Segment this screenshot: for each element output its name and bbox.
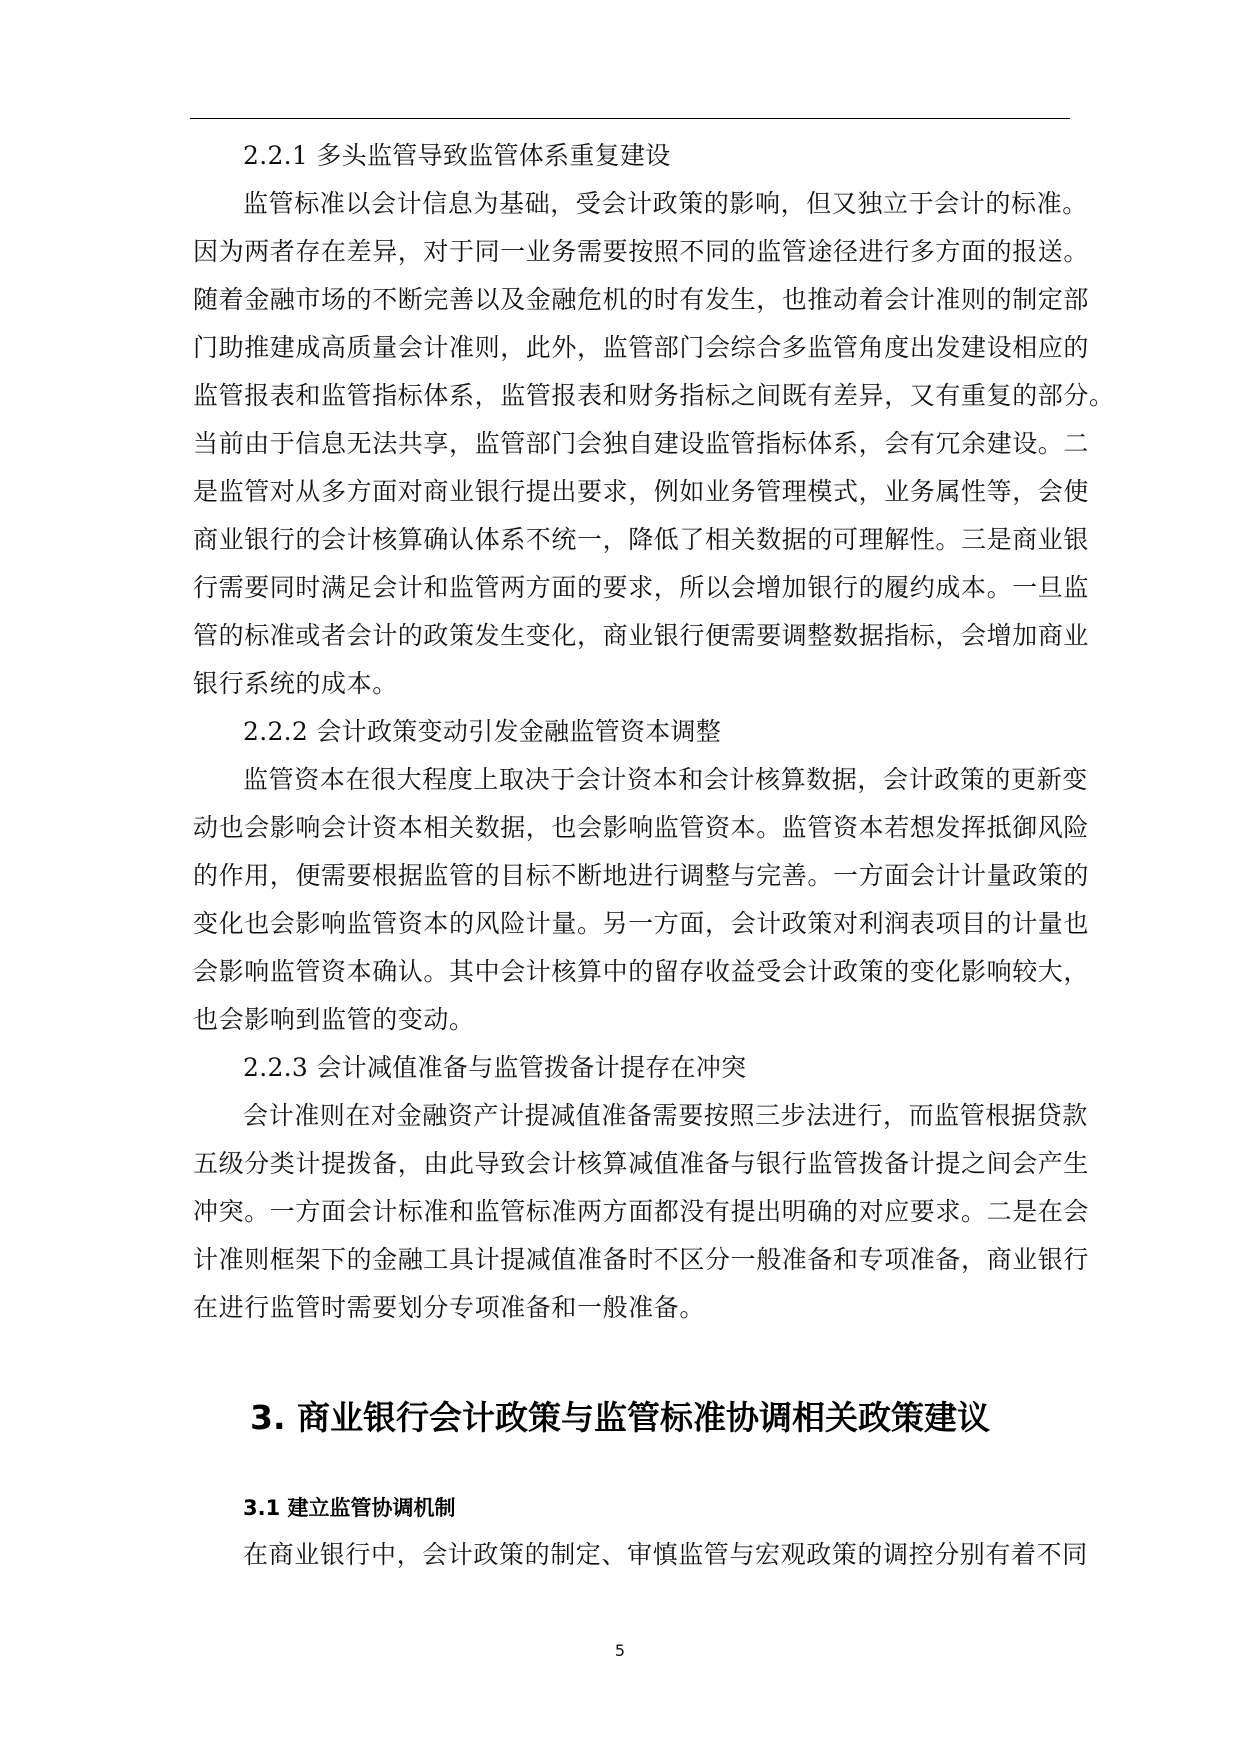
paragraph-line: 会计准则在对金融资产计提减值准备需要按照三步法进行，而监管根据贷款 [243,1101,1088,1130]
paragraph-line: 行需要同时满足会计和监管两方面的要求，所以会增加银行的履约成本。一旦监 [193,573,1090,602]
paragraph-line: 银行系统的成本。 [193,669,398,698]
paragraph-line: 随着金融市场的不断完善以及金融危机的时有发生，也推动着会计准则的制定部 [193,285,1090,314]
page-number: 5 [614,1641,626,1660]
subsection-title: 3.1 建立监管协调机制 [243,1496,456,1520]
section-heading-2-2-3: 2.2.3 会计减值准备与监管拨备计提存在冲突 [243,1053,747,1082]
chapter-title: 3. 商业银行会计政策与监管标准协调相关政策建议 [250,1398,990,1437]
paragraph-line: 监管标准以会计信息为基础，受会计政策的影响，但又独立于会计的标准。 [243,189,1088,218]
section-heading-2-2-1: 2.2.1 多头监管导致监管体系重复建设 [243,141,671,170]
paragraph-line: 计准则框架下的金融工具计提减值准备时不区分一般准备和专项准备，商业银行 [193,1245,1090,1274]
header-rule [190,118,1070,119]
paragraph-line: 管的标准或者会计的政策发生变化，商业银行便需要调整数据指标，会增加商业 [193,621,1090,650]
paragraph-line: 会影响监管资本确认。其中会计核算中的留存收益受会计政策的变化影响较大， [193,957,1090,986]
paragraph-line: 变化也会影响监管资本的风险计量。另一方面，会计政策对利润表项目的计量也 [193,909,1090,938]
paragraph-line: 也会影响到监管的变动。 [193,1005,475,1034]
paragraph-line: 是监管对从多方面对商业银行提出要求，例如业务管理模式，业务属性等，会使 [193,477,1090,506]
paragraph-line: 动也会影响会计资本相关数据，也会影响监管资本。监管资本若想发挥抵御风险 [193,813,1090,842]
paragraph-line: 监管资本在很大程度上取决于会计资本和会计核算数据，会计政策的更新变 [243,765,1088,794]
paragraph-line: 当前由于信息无法共享，监管部门会独自建设监管指标体系，会有冗余建设。二 [193,429,1090,458]
paragraph-line: 的作用，便需要根据监管的目标不断地进行调整与完善。一方面会计计量政策的 [193,861,1090,890]
paragraph-line: 商业银行的会计核算确认体系不统一，降低了相关数据的可理解性。三是商业银 [193,525,1090,554]
paragraph-line: 五级分类计提拨备，由此导致会计核算减值准备与银行监管拨备计提之间会产生 [193,1149,1090,1178]
paragraph-line: 门助推建成高质量会计准则，此外，监管部门会综合多监管角度出发建设相应的 [193,333,1090,362]
paragraph-line: 因为两者存在差异，对于同一业务需要按照不同的监管途径进行多方面的报送。 [193,237,1090,266]
section-heading-2-2-2: 2.2.2 会计政策变动引发金融监管资本调整 [243,717,722,746]
paragraph-line: 在商业银行中，会计政策的制定、审慎监管与宏观政策的调控分别有着不同 [243,1540,1088,1569]
paragraph-line: 冲突。一方面会计标准和监管标准两方面都没有提出明确的对应要求。二是在会 [193,1197,1090,1226]
paragraph-line: 监管报表和监管指标体系，监管报表和财务指标之间既有差异，又有重复的部分。 [193,381,1115,410]
paragraph-line: 在进行监管时需要划分专项准备和一般准备。 [193,1293,706,1322]
